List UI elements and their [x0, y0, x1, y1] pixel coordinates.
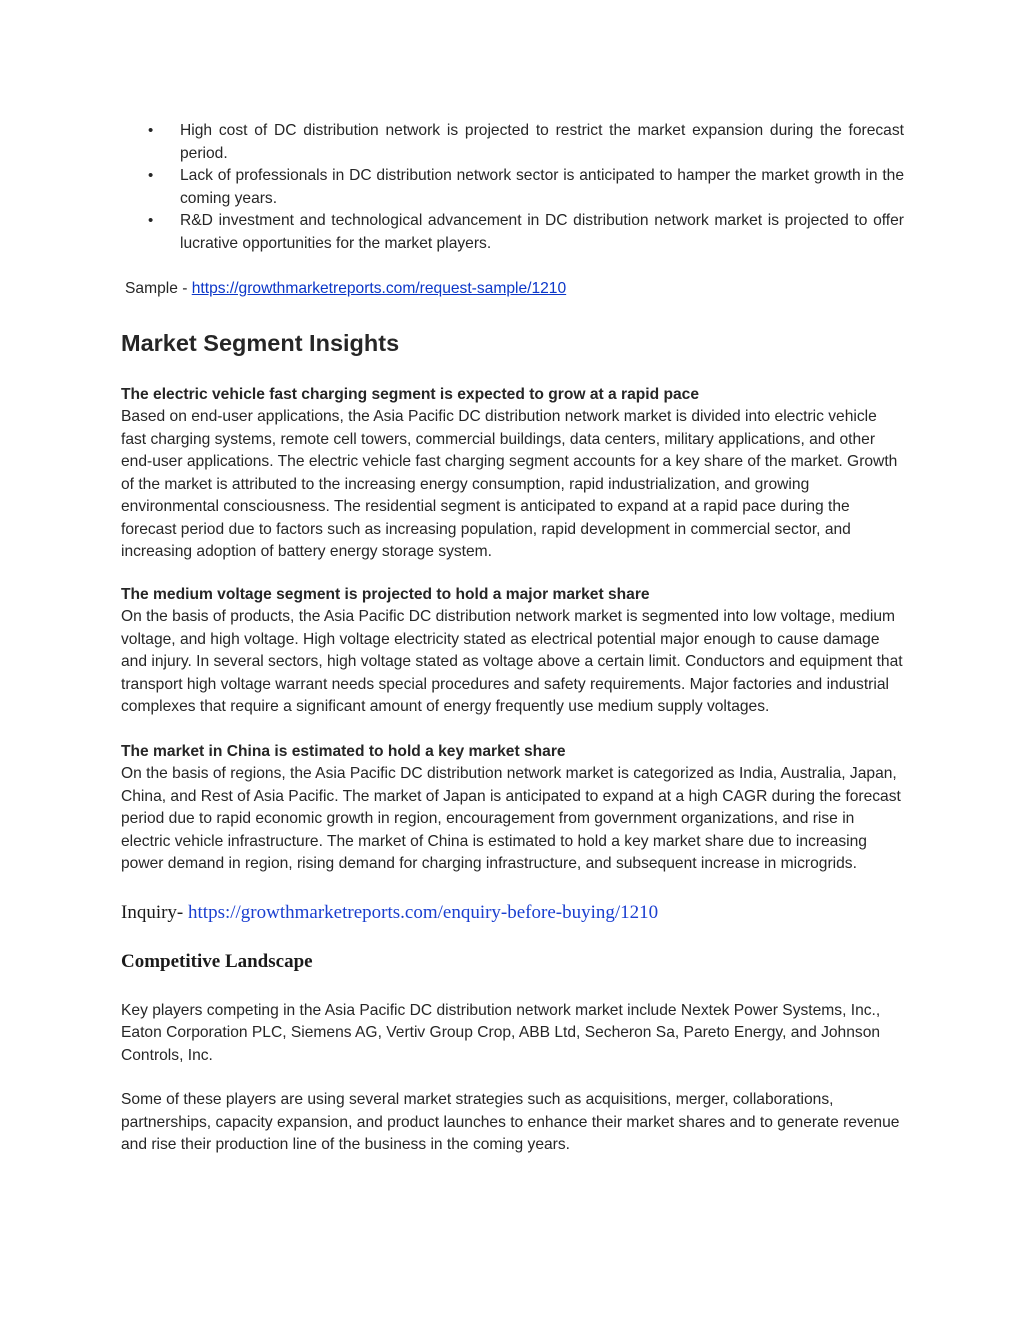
- segment-block-medium-voltage: [121, 584, 904, 719]
- segment-heading: The electric vehicle fast charging segment is expected to grow at a rapid pace: [121, 385, 700, 403]
- sample-label: Sample -: [125, 280, 192, 297]
- bullet-text: Lack of professionals in DC distribution network sector is anticipated to hamper the market growth in the coming years.: [180, 167, 904, 207]
- bullet-icon: •: [148, 212, 154, 229]
- segment-block-china: [121, 741, 904, 876]
- competitive-landscape-title: Competitive Landscape: [121, 950, 313, 972]
- bullet-icon: •: [148, 167, 154, 184]
- segment-block-ev-charging: [121, 384, 904, 564]
- segment-heading: The medium voltage segment is projected to hold a major market share: [121, 585, 650, 603]
- inquiry-link[interactable]: https://growthmarketreports.com/enquiry-before-buying/1210: [188, 901, 659, 923]
- sample-link[interactable]: https://growthmarketreports.com/request-sample/1210: [191, 280, 567, 297]
- inquiry-label: Inquiry-: [121, 901, 189, 923]
- bullet-text: R&D investment and technological advancement in DC distribution network market is projected to offer lucrative opportunities for the market players.: [180, 212, 904, 252]
- sample-line: [125, 278, 904, 301]
- inquiry-line: [121, 900, 904, 926]
- segment-body: On the basis of regions, the Asia Pacific DC distribution network market is categorized as India, Australia, Japan, China, and Rest of Asia Pacific. The market of Japan is anticipated to expand at a high CAGR during the forecast period due to rapid economic growth in region, encouragement from government organizations, and rise in electric vehicle infrastructure. The market of China is estimated to hold a key market share due to increasing power demand in region, rising demand for charging infrastructure, and subsequent increase in microgrids.: [121, 765, 901, 872]
- bullet-text: High cost of DC distribution network is projected to restrict the market expansion during the forecast period.: [180, 122, 904, 162]
- bullet-item: [121, 120, 904, 165]
- segment-heading: The market in China is estimated to hold a key market share: [121, 742, 566, 760]
- market-segment-title: Market Segment Insights: [121, 329, 400, 356]
- competitive-paragraph: Key players competing in the Asia Pacific DC distribution network market include Nextek Power Systems, Inc., Eaton Corporation PLC, Siemens AG, Vertiv Group Crop, ABB Ltd, Secheron Sa, Pareto Energy, and Johnson Controls, Inc.: [121, 1001, 881, 1064]
- document-page: [121, 120, 904, 1157]
- segment-body: Based on end-user applications, the Asia Pacific DC distribution network market is divided into electric vehicle fast charging systems, remote cell towers, commercial buildings, data centers, military applications, and other end-user applications. The electric vehicle fast charging segment accounts for a key share of the market. Growth of the market is attributed to the increasing energy consumption, rapid industrialization, and growing environmental consciousness. The residential segment is anticipated to expand at a rapid pace during the forecast period due to factors such as increasing population, rapid development in commercial sector, and increasing adoption of battery energy storage system.: [121, 408, 898, 560]
- segment-body: On the basis of products, the Asia Pacific DC distribution network market is segmented into low voltage, medium voltage, and high voltage. High voltage electricity stated as electrical potential major enough to cause damage and injury. In several sectors, high voltage stated as voltage above a certain limit. Conductors and equipment that transport high voltage warrant needs special procedures and safety requirements. Major factories and industrial complexes that require a significant amount of energy frequently use medium supply voltages.: [121, 608, 903, 715]
- bullet-item: [121, 210, 904, 255]
- restraints-bullet-list: [121, 120, 904, 255]
- competitive-paragraph: Some of these players are using several market strategies such as acquisitions, merger, collaborations, partnerships, capacity expansion, and product launches to enhance their market shares and to generate revenue and rise their production line of the business in the coming years.: [121, 1091, 900, 1153]
- bullet-item: [121, 165, 904, 210]
- bullet-icon: •: [148, 122, 154, 139]
